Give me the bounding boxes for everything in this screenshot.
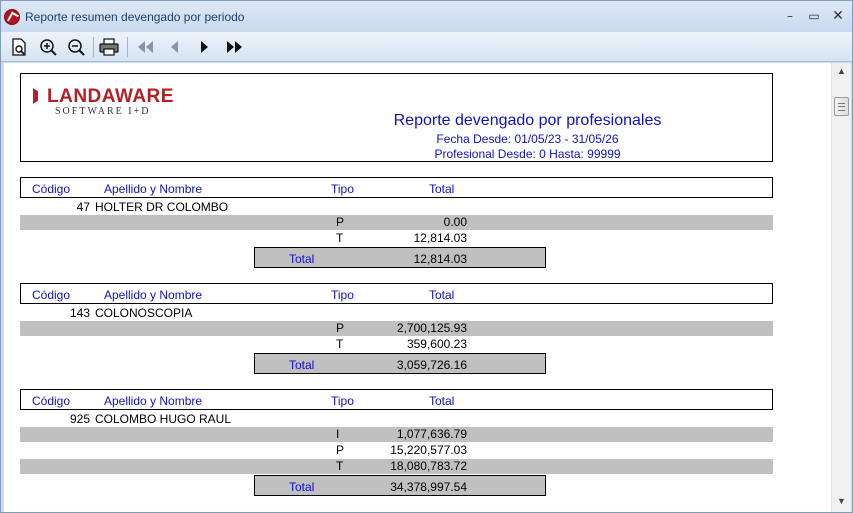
- detail-row: [20, 231, 773, 246]
- detail-total: 15,220,577.03: [390, 443, 467, 457]
- detail-total: 1,077,636.79: [396, 427, 467, 441]
- next-page-icon: [201, 41, 208, 53]
- zoom-in-icon: [39, 38, 57, 56]
- total-label: Total: [289, 480, 315, 494]
- window-title: Reporte resumen devengado por periodo: [25, 10, 245, 24]
- first-page-icon: [138, 41, 153, 53]
- toolbar-separator: [127, 37, 128, 57]
- detail-tipo: P: [336, 215, 345, 229]
- group-total: [254, 247, 546, 268]
- print-button[interactable]: [98, 37, 120, 57]
- header-total: Total: [429, 288, 455, 302]
- professional-code: 47: [76, 200, 90, 214]
- scroll-down-button[interactable]: ▼: [837, 496, 846, 506]
- detail-total: 12,814.03: [413, 231, 467, 245]
- header-total: Total: [429, 182, 455, 196]
- previous-page-icon: [171, 41, 178, 53]
- total-value: 34,378,997.54: [390, 480, 467, 494]
- close-button[interactable]: ✕: [832, 8, 844, 24]
- professional-name: COLONOSCOPIA: [95, 306, 193, 320]
- app-logo-icon: [4, 9, 20, 25]
- header-tipo: Tipo: [331, 182, 354, 196]
- total-label: Total: [289, 252, 315, 266]
- column-header: [20, 177, 773, 198]
- professional-code: 143: [69, 306, 90, 320]
- toolbar: [1, 32, 852, 62]
- scroll-thumb[interactable]: [834, 97, 849, 116]
- header-apellido: Apellido y Nombre: [104, 182, 203, 196]
- header-apellido: Apellido y Nombre: [104, 288, 203, 302]
- last-page-button[interactable]: [223, 37, 245, 57]
- report-date-range: Fecha Desde: 01/05/23 - 31/05/26: [436, 132, 619, 146]
- professional-name: HOLTER DR COLOMBO: [95, 200, 229, 214]
- zoom-out-button[interactable]: [65, 37, 87, 57]
- report-title: Reporte devengado por profesionales: [393, 112, 662, 129]
- previous-page-button[interactable]: [163, 37, 185, 57]
- group-total: [254, 353, 546, 374]
- logo-name: LANDAWARE: [47, 86, 174, 107]
- header-total: Total: [429, 394, 455, 408]
- detail-row: [20, 443, 773, 458]
- scroll-up-button[interactable]: ▲: [837, 66, 846, 76]
- header-codigo: Código: [32, 394, 71, 408]
- page-preview-icon: [10, 38, 28, 56]
- last-page-icon: [227, 41, 242, 53]
- professional-code: 925: [69, 412, 90, 426]
- detail-tipo: P: [336, 321, 345, 335]
- detail-tipo: T: [336, 231, 344, 245]
- detail-tipo: P: [336, 443, 345, 457]
- header-tipo: Tipo: [331, 394, 354, 408]
- detail-row: [20, 459, 773, 474]
- minimize-button[interactable]: –: [787, 9, 793, 23]
- detail-total: 2,700,125.93: [396, 321, 467, 335]
- page-preview-button[interactable]: [8, 37, 30, 57]
- detail-tipo: T: [336, 459, 344, 473]
- detail-tipo: I: [336, 427, 340, 441]
- detail-row: [20, 321, 773, 336]
- detail-row: [20, 337, 773, 352]
- detail-tipo: T: [336, 337, 344, 351]
- header-codigo: Código: [32, 182, 71, 196]
- group-total: [254, 475, 546, 496]
- maximize-button[interactable]: ▭: [808, 9, 820, 23]
- next-page-button[interactable]: [193, 37, 215, 57]
- professional-row: [20, 412, 773, 427]
- professional-row: [20, 306, 773, 321]
- header-apellido: Apellido y Nombre: [104, 394, 203, 408]
- vertical-scrollbar[interactable]: [831, 63, 851, 512]
- logo-tagline: SOFTWARE I+D: [55, 106, 151, 117]
- header-codigo: Código: [32, 288, 71, 302]
- report-professional-range: Profesional Desde: 0 Hasta: 99999: [434, 147, 621, 161]
- detail-total: 359,600.23: [406, 337, 467, 351]
- detail-total: 18,080,783.72: [390, 459, 467, 473]
- zoom-out-icon: [67, 38, 85, 56]
- print-icon: [99, 38, 119, 56]
- report-header: [20, 73, 773, 162]
- total-value: 3,059,726.16: [396, 358, 467, 372]
- detail-total: 0.00: [443, 215, 467, 229]
- report-page: [4, 63, 831, 512]
- total-label: Total: [289, 358, 315, 372]
- column-header: [20, 283, 773, 304]
- header-tipo: Tipo: [331, 288, 354, 302]
- detail-row: [20, 427, 773, 442]
- first-page-button[interactable]: [134, 37, 156, 57]
- column-header: [20, 389, 773, 410]
- zoom-in-button[interactable]: [37, 37, 59, 57]
- detail-row: [20, 215, 773, 230]
- professional-row: [20, 200, 773, 215]
- title-bar: [1, 1, 852, 32]
- professional-name: COLOMBO HUGO RAUL: [95, 412, 232, 426]
- total-value: 12,814.03: [413, 252, 467, 266]
- toolbar-separator: [93, 37, 94, 57]
